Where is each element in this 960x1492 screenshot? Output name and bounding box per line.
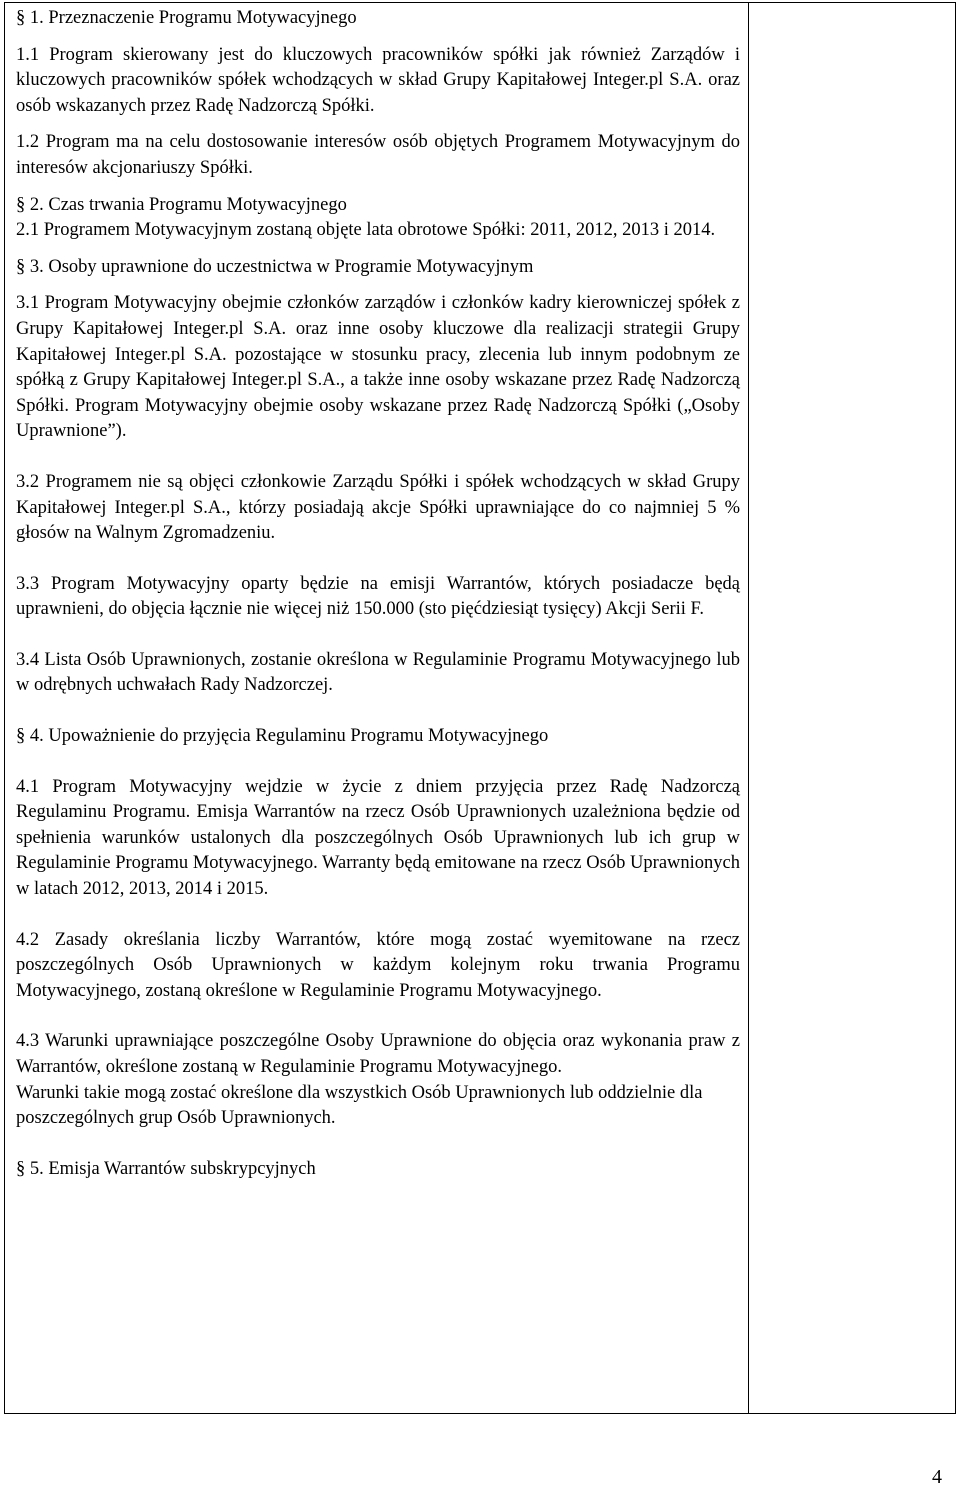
paragraph-3-1: 3.1 Program Motywacyjny obejmie członków zarządów i członków kadry kierowniczej spółek z Grupy Kapitałowej Integer.pl S.A. oraz inne osoby kluczowe dla realizacji strategii Grupy Kapitałowej Integer.pl S.A. pozostające w stosunku pracy, zlecenia lub innym podobnym ze spółką z Grupy Kapitałowej Integer.pl S.A., a także inne osoby wskazane przez Radę Nadzorczą Spółki. Program Motywacyjny obejmie osoby wskazane przez Radę Nadzorczą Spółki („Osoby Uprawnione”). bbox=[16, 293, 740, 442]
paragraph-3-2: 3.2 Programem nie są objęci członkowie Zarządu Spółki i spółek wchodzących w skład Grupy Kapitałowej Integer.pl S.A., którzy posiadają akcje Spółki uprawniające do co najmniej 5 % głosów na Walnym Zgromadzeniu. bbox=[16, 471, 740, 544]
side-column bbox=[749, 3, 955, 1413]
document-table bbox=[4, 2, 956, 1414]
paragraph-3-3: 3.3 Program Motywacyjny oparty będzie na emisji Warrantów, których posiadacze będą uprawnieni, do objęcia łącznie nie więcej niż 150.000 (sto pięćdziesiąt tysięcy) Akcji Serii F. bbox=[16, 573, 740, 620]
document-body bbox=[16, 6, 740, 1182]
section-4-heading: § 4. Upoważnienie do przyjęcia Regulaminu Programu Motywacyjnego bbox=[16, 726, 549, 747]
main-column bbox=[5, 3, 749, 1413]
paragraph-4-1: 4.1 Program Motywacyjny wejdzie w życie z dniem przyjęcia przez Radę Nadzorczą Regulaminu Programu. Emisja Warrantów na rzecz Osób Uprawnionych uzależniona będzie od spełnienia warunków ustalonych dla poszczególnych Osób Uprawnionych lub ich grup w Regulaminie Programu Motywacyjnego. Warranty będą emitowane na rzecz Osób Uprawnionych w latach 2012, 2013, 2014 i 2015. bbox=[16, 776, 740, 900]
section-1-heading: § 1. Przeznaczenie Programu Motywacyjnego bbox=[16, 8, 357, 28]
paragraph-2-1: 2.1 Programem Motywacyjnym zostaną objęte lata obrotowe Spółki: 2011, 2012, 2013 i 2014. bbox=[16, 220, 716, 241]
paragraph-4-2: 4.2 Zasady określania liczby Warrantów, które mogą zostać wyemitowane na rzecz poszczególnych Osób Uprawnionych w każdym kolejnym roku trwania Programu Motywacyjnego, zostaną określone w Regulaminie Programu Motywacyjnego. bbox=[16, 929, 740, 1001]
section-2-heading: § 2. Czas trwania Programu Motywacyjnego bbox=[16, 194, 347, 215]
paragraph-1-2: 1.2 Program ma na celu dostosowanie interesów osób objętych Programem Motywacyjnym do interesów akcjonariuszy Spółki. bbox=[16, 132, 740, 178]
paragraph-4-3: 4.3 Warunki uprawniające poszczególne Osoby Uprawnione do objęcia oraz wykonania praw z Warrantów, określone zostaną w Regulaminie Programu Motywacyjnego. bbox=[16, 1031, 740, 1077]
section-3-heading: § 3. Osoby uprawnione do uczestnictwa w Programie Motywacyjnym bbox=[16, 256, 534, 277]
paragraph-4-3-continued: Warunki takie mogą zostać określone dla wszystkich Osób Uprawnionych lub oddzielnie dla poszczególnych grup Osób Uprawnionych. bbox=[16, 1082, 703, 1129]
section-5-heading: § 5. Emisja Warrantów subskrypcyjnych bbox=[16, 1158, 316, 1179]
paragraph-1-1: 1.1 Program skierowany jest do kluczowych pracowników spółki jak również Zarządów i kluczowych pracowników spółek wchodzących w skład Grupy Kapitałowej Integer.pl S.A. oraz osób wskazanych przez Radę Nadzorczą Spółki. bbox=[16, 44, 740, 116]
paragraph-3-4: 3.4 Lista Osób Uprawnionych, zostanie określona w Regulaminie Programu Motywacyjnego lub w odrębnych uchwałach Rady Nadzorczej. bbox=[16, 649, 740, 696]
page-number: 4 bbox=[932, 1466, 942, 1488]
